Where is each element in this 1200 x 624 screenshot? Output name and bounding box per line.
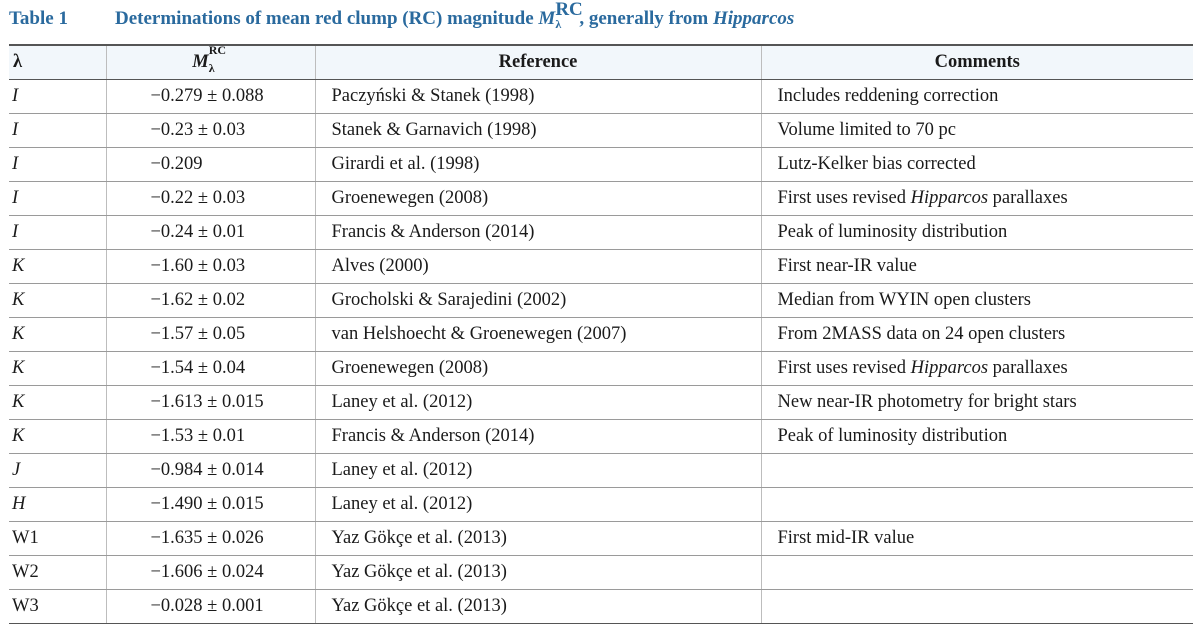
cell-reference: Yaz Gökçe et al. (2013) [315,522,761,556]
cell-magnitude: −0.24 ± 0.01 [106,216,315,250]
cell-band: I [9,80,106,114]
caption-symbol [538,0,583,31]
caption-symbol-sup: RC [555,0,583,20]
cell-band: J [9,454,106,488]
cell-comment: From 2MASS data on 24 open clusters [761,318,1193,352]
caption-symbol-base: M [538,8,556,29]
table-row [9,420,1193,454]
cell-magnitude: −0.23 ± 0.03 [106,114,315,148]
header-row [9,45,1193,80]
comment-text-after: parallaxes [988,358,1068,378]
cell-comment [761,182,1193,216]
cell-band: I [9,216,106,250]
table-row [9,318,1193,352]
cell-band: K [9,386,106,420]
caption-italic: Hipparcos [713,8,795,29]
table-row [9,182,1193,216]
cell-comment [761,488,1193,522]
header-mag-symbol [192,43,227,75]
cell-reference: Alves (2000) [315,250,761,284]
cell-magnitude: −1.60 ± 0.03 [106,250,315,284]
cell-comment: Volume limited to 70 pc [761,114,1193,148]
table-row [9,80,1193,114]
comment-text: First uses revised [777,188,911,208]
table-row [9,488,1193,522]
comment-text: First uses revised [777,358,911,378]
cell-reference: Francis & Anderson (2014) [315,216,761,250]
cell-magnitude: −1.53 ± 0.01 [106,420,315,454]
cell-magnitude: −1.606 ± 0.024 [106,556,315,590]
cell-comment: Lutz-Kelker bias corrected [761,148,1193,182]
data-table [9,44,1193,624]
cell-comment [761,454,1193,488]
cell-reference: Laney et al. (2012) [315,488,761,522]
cell-magnitude: −0.279 ± 0.088 [106,80,315,114]
cell-magnitude: −1.635 ± 0.026 [106,522,315,556]
table-caption [9,0,795,36]
table-row [9,522,1193,556]
cell-band: W2 [9,556,106,590]
caption-text-after: , generally from [579,8,713,29]
table-body [9,80,1193,624]
cell-comment [761,352,1193,386]
cell-reference: Yaz Gökçe et al. (2013) [315,590,761,624]
cell-comment: First near-IR value [761,250,1193,284]
cell-reference: Stanek & Garnavich (1998) [315,114,761,148]
table-row [9,284,1193,318]
cell-reference: Paczyński & Stanek (1998) [315,80,761,114]
cell-comment: First mid-IR value [761,522,1193,556]
cell-magnitude: −0.209 [106,148,315,182]
table-row [9,216,1193,250]
cell-magnitude: −0.984 ± 0.014 [106,454,315,488]
table-row [9,454,1193,488]
cell-reference: Laney et al. (2012) [315,454,761,488]
cell-band: W3 [9,590,106,624]
cell-comment: Peak of luminosity distribution [761,420,1193,454]
cell-band: W1 [9,522,106,556]
cell-comment [761,556,1193,590]
header-band: λ [9,45,106,80]
cell-band: K [9,420,106,454]
cell-comment: Median from WYIN open clusters [761,284,1193,318]
table-row [9,352,1193,386]
cell-band: K [9,250,106,284]
cell-reference: Groenewegen (2008) [315,182,761,216]
cell-band: I [9,182,106,216]
table-row [9,114,1193,148]
header-magnitude [106,45,315,80]
comment-text-after: parallaxes [988,188,1068,208]
cell-magnitude: −1.490 ± 0.015 [106,488,315,522]
cell-reference: van Helshoecht & Groenewegen (2007) [315,318,761,352]
cell-magnitude: −1.57 ± 0.05 [106,318,315,352]
caption-symbol-sub: λ [555,17,562,31]
header-mag-sup: RC [208,43,227,57]
table-row [9,590,1193,624]
cell-reference: Girardi et al. (1998) [315,148,761,182]
cell-band: K [9,284,106,318]
cell-band: H [9,488,106,522]
table-row [9,250,1193,284]
cell-reference: Groenewegen (2008) [315,352,761,386]
cell-band: I [9,148,106,182]
cell-reference: Laney et al. (2012) [315,386,761,420]
cell-reference: Yaz Gökçe et al. (2013) [315,556,761,590]
cell-comment: Includes reddening correction [761,80,1193,114]
header-comments: Comments [761,45,1193,80]
table-row [9,556,1193,590]
comment-italic: Hipparcos [910,188,989,208]
cell-magnitude: −0.028 ± 0.001 [106,590,315,624]
cell-reference: Grocholski & Sarajedini (2002) [315,284,761,318]
cell-band: I [9,114,106,148]
header-reference: Reference [315,45,761,80]
table-label: Table 1 [9,8,68,29]
table-row [9,148,1193,182]
cell-band: K [9,318,106,352]
cell-comment: Peak of luminosity distribution [761,216,1193,250]
cell-reference: Francis & Anderson (2014) [315,420,761,454]
table-row [9,386,1193,420]
cell-band: K [9,352,106,386]
cell-magnitude: −0.22 ± 0.03 [106,182,315,216]
comment-italic: Hipparcos [910,358,989,378]
caption-text: Determinations of mean red clump (RC) magnitude [115,8,539,29]
header-mag-base: M [192,52,209,72]
cell-magnitude: −1.62 ± 0.02 [106,284,315,318]
header-mag-sub: λ [208,61,215,75]
cell-comment: New near-IR photometry for bright stars [761,386,1193,420]
cell-magnitude: −1.54 ± 0.04 [106,352,315,386]
cell-comment [761,590,1193,624]
cell-magnitude: −1.613 ± 0.015 [106,386,315,420]
